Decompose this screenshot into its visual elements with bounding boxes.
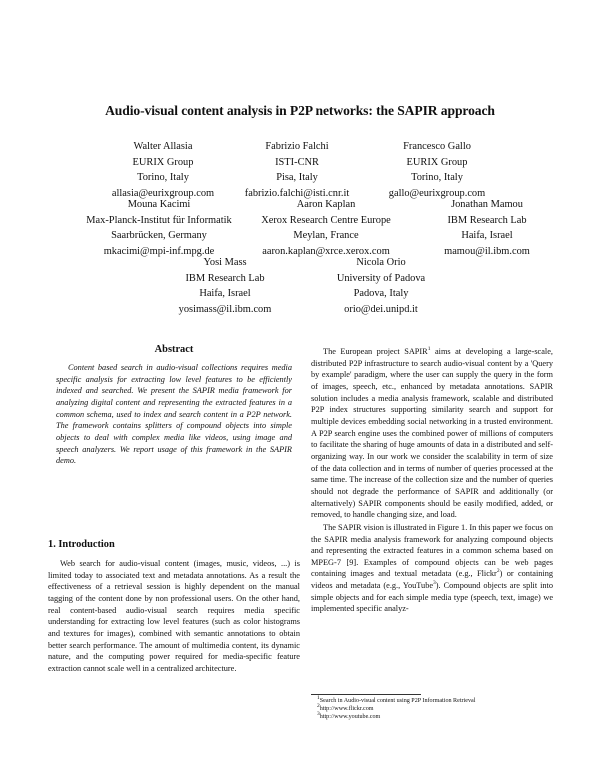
footnote [311,694,553,705]
author-email: aaron.kaplan@xrce.xerox.com [262,245,390,257]
text-run: ) or containing videos and metadata (e.g., YouTube [311,569,553,591]
author-email: mkacimi@mpi-inf.mpg.de [103,245,215,257]
footnote-mark: 1 [317,694,320,701]
paper-title: Audio-visual content analysis in P2P networks: the SAPIR approach [105,103,495,118]
author-affiliation: Xerox Research Centre Europe [261,214,391,226]
author-affiliation: EURIX Group [406,156,468,168]
introduction-text [48,558,300,675]
author-location: Haifa, Israel [461,230,513,241]
author-block [337,139,537,201]
author-email: gallo@eurixgroup.com [388,187,486,199]
footnote-mark: 3 [433,580,436,587]
author-location: Meylan, France [293,230,359,241]
section-heading-introduction: 1. Introduction [48,539,115,550]
text-run: The SAPIR vision is illustrated in Figure 1. In this paper we focus on the SAPIR media analysis framework for analyzing compound objects and representing the extracted features in a common schema based on MPEG-7 [9]. Examples of compound objects can be web pages containing images and textual metadata (e.g., Flickr [311,522,553,579]
footnote [311,705,553,713]
author-block [387,197,587,259]
author-name: Nicola Orio [356,257,406,268]
author-name: Mouna Kacimi [127,199,191,210]
text-run: ). Compound objects are split into simple objects and for each simple media type (speech, text, image) we implemented specific analyz- [311,581,554,614]
author-name: Jonathan Mamou [451,199,523,210]
text-run: The European project SAPIR [323,347,428,356]
footnote-text: http://www.youtube.com [319,714,381,721]
footnote-text: Search in Audio-visual content using P2P Information Retrieval [319,698,476,704]
footnote-mark: 2 [496,568,500,575]
abstract-text [48,362,300,467]
footnote-divider [311,694,421,695]
author-affiliation: ISTI-CNR [275,156,319,168]
author-email: yosimass@il.ibm.com [178,303,272,315]
author-name: Aaron Kaplan [296,199,356,210]
author-location: Pisa, Italy [276,172,318,183]
footnote [311,713,553,721]
footnotes [311,694,553,722]
author-affiliation: Max-Planck-Institut für Informatik [86,214,232,226]
footnote-text: http://www.flickr.com [319,706,374,713]
author-email: mamou@il.ibm.com [444,245,530,257]
author-location: Torino, Italy [411,172,463,183]
body-paragraph [311,346,553,521]
author-affiliation: University of Padova [336,272,426,284]
abstract-heading: Abstract [154,344,194,355]
author-name: Francesco Gallo [403,141,471,152]
author-email: orio@dei.unipd.it [344,303,418,315]
right-column-text [311,346,553,615]
author-affiliation: IBM Research Lab [185,272,265,284]
author-location: Padova, Italy [353,288,409,299]
author-name: Fabrizio Falchi [265,141,329,152]
author-affiliation: EURIX Group [132,156,194,168]
author-email: fabrizio.falchi@isti.cnr.it [244,187,350,199]
footnote-mark: 2 [317,703,320,710]
author-location: Saarbrücken, Germany [111,230,207,241]
author-name: Walter Allasia [133,141,193,152]
author-location: Haifa, Israel [199,288,251,299]
footnote-mark: 3 [317,711,320,718]
author-name: Yosi Mass [203,257,247,268]
footnote-mark: 1 [427,346,431,353]
text-run: aims at developing a large-scale, distributed P2P infrastructure to search audio-visual content by a 'Query by example' paradigm, where the user can supply the query in the form of images, speech, etc., enhanced by metadata annotations. SAPIR solution includes a media analysis framework, scalable and distributed P2P index structures supporting similarity search and support for multiple devices embedding social networking in a trusted environment. A P2P search engine uses the combined power of millions of computers to facilitate the sharing of huge amounts of data in a distributed and self-organizing way. In our work we consider the scalability in term of size of the data collection and in terms of number of queries processed at the same time. The increase of the collection size and the number of queries should not degrade the performance of SAPIR and additionally (or alternatively) SAPIR components should be easily modified, added, or removed, to handle changing size, and load. [311,347,553,520]
body-paragraph [311,522,553,615]
author-location: Torino, Italy [137,172,189,183]
intro-paragraph: Web search for audio-visual content (images, music, videos, ...) is limited today to associated text and metadata annotations. As a result the effectiveness of a retrieval session is highly dependent on the manual tagging of the content done by non professional users. On the other hand, real content-based audio-visual search requires media specific understanding for extracting low level features (such as color histograms and textures for images), combined with semantic annotations to obtain better search performance. The amount of multimedia content, its dynamic nature, and the computing power required for media-specific feature extraction cannot scale well in a centralized architecture. [48,559,300,673]
author-email: allasia@eurixgroup.com [111,187,215,199]
abstract-paragraph: Content based search in audio-visual collections requires media specific analysis for extracting low level features to be efficiently indexed and searched. We present the SAPIR media framework for analyzing digital content and representing the extracted features in a common schema, used to index and search content in a P2P network. The framework contains splitters of compound objects into simple objects to deal with complex media like videos, using image and speech analyzers. We report usage of this framework in the SAPIR demo. [56,363,292,466]
author-block [281,255,481,317]
author-affiliation: IBM Research Lab [447,214,527,226]
